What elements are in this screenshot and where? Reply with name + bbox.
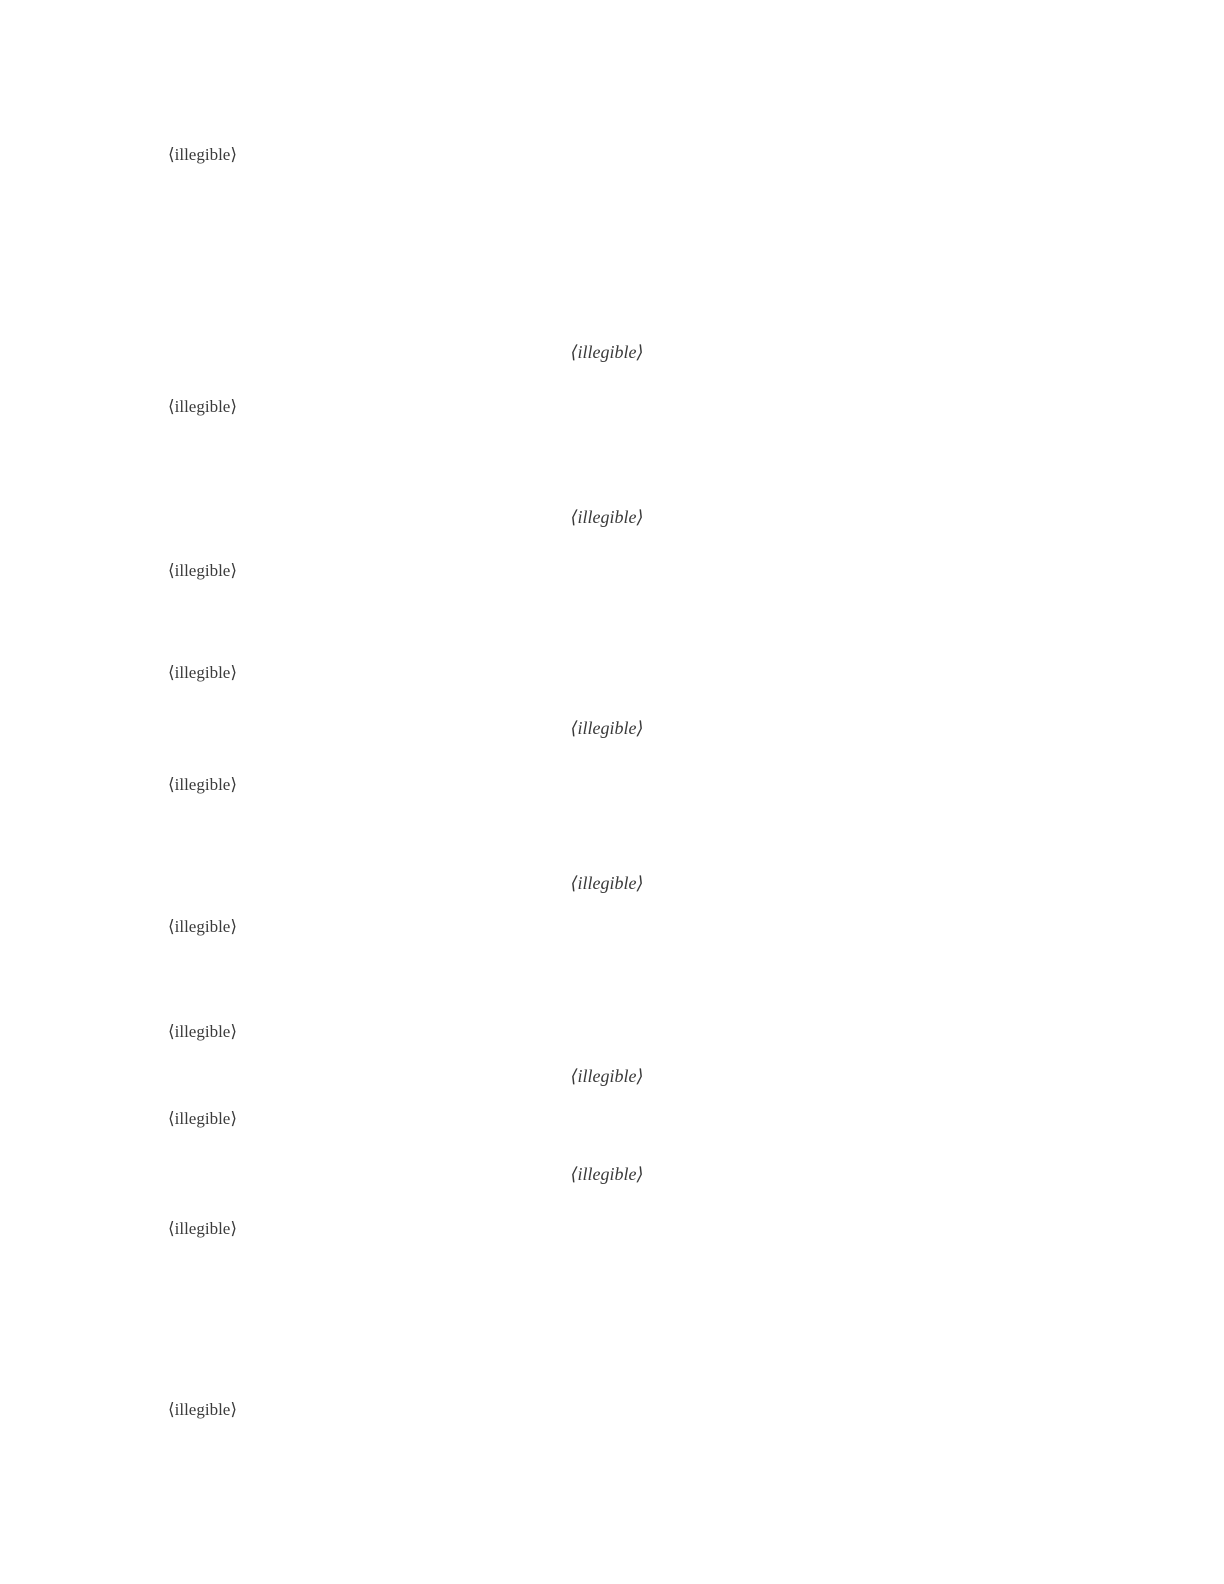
equation-4: ⟨illegible⟩ (570, 873, 644, 893)
paragraph-3: ⟨illegible⟩ (168, 561, 237, 580)
paragraph-10: ⟨illegible⟩ (168, 1400, 237, 1419)
paragraph-4: ⟨illegible⟩ (168, 663, 237, 682)
paragraph-8: ⟨illegible⟩ (168, 1109, 237, 1128)
paragraph-6: ⟨illegible⟩ (168, 917, 237, 936)
paragraph-7: ⟨illegible⟩ (168, 1022, 237, 1041)
paragraph-9: ⟨illegible⟩ (168, 1219, 237, 1238)
paragraph-5: ⟨illegible⟩ (168, 775, 237, 794)
equation-6: ⟨illegible⟩ (570, 1164, 644, 1184)
paragraph-1: ⟨illegible⟩ (168, 145, 237, 164)
paragraph-2: ⟨illegible⟩ (168, 397, 237, 416)
equation-5: ⟨illegible⟩ (570, 1066, 644, 1086)
equation-3: ⟨illegible⟩ (570, 718, 644, 738)
equation-1: ⟨illegible⟩ (570, 342, 644, 362)
equation-2: ⟨illegible⟩ (570, 507, 644, 527)
